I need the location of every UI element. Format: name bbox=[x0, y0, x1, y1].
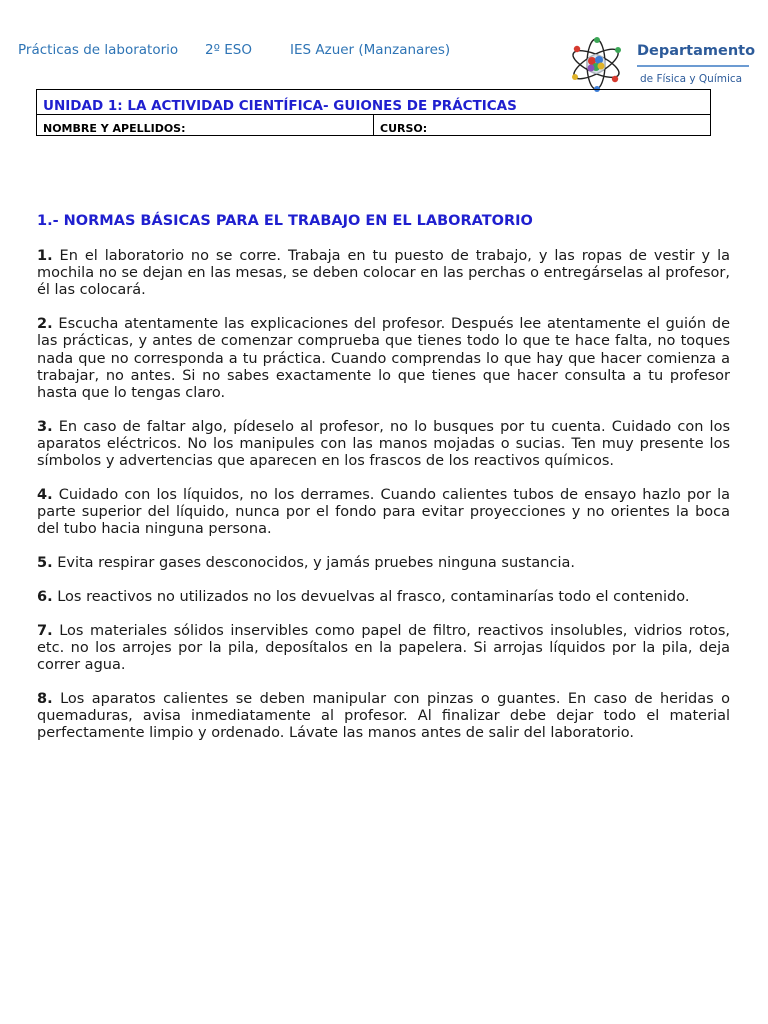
header-grade: 2º ESO bbox=[205, 42, 252, 58]
name-field: NOMBRE Y APELLIDOS: bbox=[37, 115, 374, 136]
unit-title-table bbox=[36, 89, 711, 136]
rule-number: 7. bbox=[37, 622, 53, 639]
rule-number: 3. bbox=[37, 418, 53, 435]
rule-item bbox=[37, 555, 730, 572]
atom-icon bbox=[567, 35, 629, 95]
logo-divider bbox=[637, 65, 749, 67]
course-field: CURSO: bbox=[374, 115, 711, 136]
rule-text: En el laboratorio no se corre. Trabaja en tu puesto de trabajo, y las ropas de vestir y la mochila no se dejan en las mesas, se deben colocar en las perchas o entregárselas al profesor, él las colocará. bbox=[37, 248, 730, 299]
rule-text: Los reactivos no utilizados no los devuelvas al frasco, contaminarías todo el contenido. bbox=[57, 589, 690, 606]
logo-title: Departamento bbox=[637, 43, 756, 59]
rule-item bbox=[37, 248, 730, 300]
rule-text: Cuidado con los líquidos, no los derrames. Cuando calientes tubos de ensayo hazlo por la parte superior del líquido, nunca por el fondo para evitar proyecciones y no orientes la boca del tubo hacia ninguna persona. bbox=[37, 487, 731, 538]
page-header bbox=[18, 42, 558, 62]
section-title: 1.- NORMAS BÁSICAS PARA EL TRABAJO EN EL LABORATORIO bbox=[37, 213, 533, 229]
rules-list bbox=[37, 248, 730, 759]
rule-number: 4. bbox=[37, 487, 53, 504]
header-subject: Prácticas de laboratorio bbox=[18, 42, 179, 58]
unit-title: UNIDAD 1: LA ACTIVIDAD CIENTÍFICA- GUIONES DE PRÁCTICAS bbox=[37, 90, 711, 115]
rule-number: 8. bbox=[37, 691, 53, 708]
header-school: IES Azuer (Manzanares) bbox=[290, 42, 451, 58]
rule-text: Los aparatos calientes se deben manipular con pinzas o guantes. En caso de heridas o quemaduras, avisa inmediatamente al profesor. Al finalizar debe dejar todo el material perfectamente limpio y ordenado. Lávate las manos antes de salir del laboratorio. bbox=[37, 691, 731, 742]
rule-number: 5. bbox=[37, 555, 53, 572]
rule-item bbox=[37, 419, 730, 471]
rule-item bbox=[37, 487, 730, 539]
rule-number: 6. bbox=[37, 589, 53, 606]
rule-item bbox=[37, 589, 730, 606]
rule-text: Los materiales sólidos inservibles como papel de filtro, reactivos insolubles, vidrios rotos, etc. no los arrojes por la pila, deposítalos en la papelera. Si arrojas líquidos por la pila, deja correr agua. bbox=[37, 622, 730, 674]
rule-number: 2. bbox=[37, 316, 53, 333]
department-logo bbox=[567, 35, 756, 95]
rule-item bbox=[37, 316, 730, 402]
rule-number: 1. bbox=[37, 248, 53, 264]
rule-item bbox=[37, 691, 730, 743]
rule-text: Escucha atentamente las explicaciones del profesor. Después lee atentamente el guión de las prácticas, y antes de comenzar comprueba que tienes todo lo que te hace falta, no toques nada que no corresponda a tu práctica. Cuando comprendas lo que hay que hacer comienza a trabajar, no antes. Si no sabes exactamente lo que tienes que hacer consulta a tu profesor hasta que lo tengas claro. bbox=[37, 316, 730, 402]
rule-text: En caso de faltar algo, pídeselo al profesor, no lo busques por tu cuenta. Cuidado con los aparatos eléctricos. No los manipules con las manos mojadas o sucias. Ten muy presente los símbolos y advertencias que aparecen en los frascos de los reactivos químicos. bbox=[37, 418, 731, 470]
logo-subtitle: de Física y Química bbox=[640, 73, 743, 85]
rule-item bbox=[37, 623, 730, 675]
rule-text: Evita respirar gases desconocidos, y jamás pruebes ninguna sustancia. bbox=[57, 555, 575, 572]
